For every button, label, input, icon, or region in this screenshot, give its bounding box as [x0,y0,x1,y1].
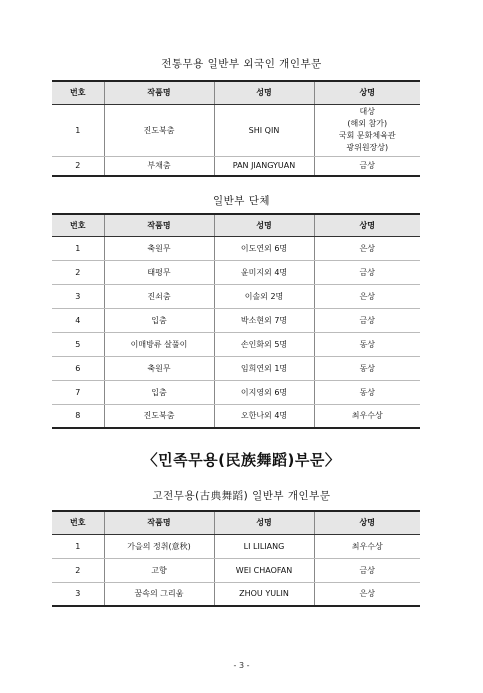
table-cell: 1 [52,534,104,558]
column-header: 번호 [52,81,104,104]
table-row [52,582,420,606]
table-row [52,558,420,582]
column-header: 작품명 [104,214,214,236]
table-cell: 고향 [104,558,214,582]
column-header: 상명 [314,511,420,534]
column-header: 상명 [314,214,420,236]
table-cell: 진쇠춤 [104,284,214,308]
table-row [52,260,420,284]
table-cell: 4 [52,308,104,332]
section2-table [52,213,420,429]
table-cell: 금상 [314,558,420,582]
table-cell: 박소현외 7명 [214,308,314,332]
table-row [52,236,420,260]
column-header: 상명 [314,81,420,104]
table-cell: 3 [52,284,104,308]
table-cell: 태평무 [104,260,214,284]
table-cell: 2 [52,260,104,284]
table-cell: SHI QIN [214,104,314,156]
table-cell: 5 [52,332,104,356]
column-header: 번호 [52,511,104,534]
table-cell: 은상 [314,582,420,606]
table-row [52,404,420,428]
table-row [52,356,420,380]
column-header: 작품명 [104,81,214,104]
section3-title: 고전무용(古典舞蹈) 일반부 개인부문 [152,490,331,502]
table-cell: 진도북춤 [104,404,214,428]
table-row [52,284,420,308]
table-cell: PAN JIANGYUAN [214,156,314,176]
table-cell: 진도북춤 [104,104,214,156]
table-cell: 1 [52,104,104,156]
column-header: 성명 [214,214,314,236]
table-cell: ZHOU YULIN [214,582,314,606]
table-cell: 윤미지외 4명 [214,260,314,284]
table-cell: 임희연외 1명 [214,356,314,380]
table-cell: 이지영외 6명 [214,380,314,404]
section1-title: 전통무용 일반부 외국인 개인부문 [161,58,322,70]
section1-table [52,80,420,177]
table-cell: 대상 (해외 참가) 국회 문화체육관 광위원장상) [314,104,420,156]
column-header: 번호 [52,214,104,236]
table-cell: 부채춤 [104,156,214,176]
table-row [52,380,420,404]
table-cell: 8 [75,411,81,421]
table-cell: 오한나외 4명 [214,404,314,428]
column-header: 작품명 [104,511,214,534]
table-cell: 가을의 정취(意秋) [104,534,214,558]
section-heading: 〈민족무용(民族舞蹈)부문〉 [142,451,341,469]
table-cell: 금상 [314,308,420,332]
table-cell: 2 [75,161,81,171]
table-cell: WEI CHAOFAN [214,558,314,582]
column-header: 성명 [214,511,314,534]
table-cell: 동상 [314,332,420,356]
table-cell: 최우수상 [314,534,420,558]
table-cell: 은상 [314,236,420,260]
column-header: 성명 [214,81,314,104]
table-cell: 동상 [314,380,420,404]
table-cell: 입춤 [104,380,214,404]
table-cell: 동상 [314,356,420,380]
table-cell: 7 [52,380,104,404]
section2-title: 일반부 단체 [212,195,271,207]
table-cell: 축원무 [104,236,214,260]
table-cell: 꿈속의 그리움 [104,582,214,606]
table-row [52,308,420,332]
table-row [52,332,420,356]
table-row [52,156,420,176]
page-number: - 3 - [233,661,250,670]
table-row [52,534,420,558]
table-cell: 은상 [314,284,420,308]
table-row [52,104,420,156]
table-cell: 2 [52,558,104,582]
table-cell: 입춤 [104,308,214,332]
table-cell: 금상 [314,260,420,284]
table-cell: 최우수상 [314,404,420,428]
table-cell: 이솔외 2명 [214,284,314,308]
table-cell: 3 [75,589,81,599]
table-cell: 6 [52,356,104,380]
table-cell: 이도연외 6명 [214,236,314,260]
table-cell: 1 [52,236,104,260]
table-cell: LI LILIANG [214,534,314,558]
table-cell: 손인화외 5명 [214,332,314,356]
table-cell: 이매방류 살풀이 [104,332,214,356]
table-cell: 금상 [314,156,420,176]
section3-table [52,510,420,607]
table-cell: 축원무 [104,356,214,380]
